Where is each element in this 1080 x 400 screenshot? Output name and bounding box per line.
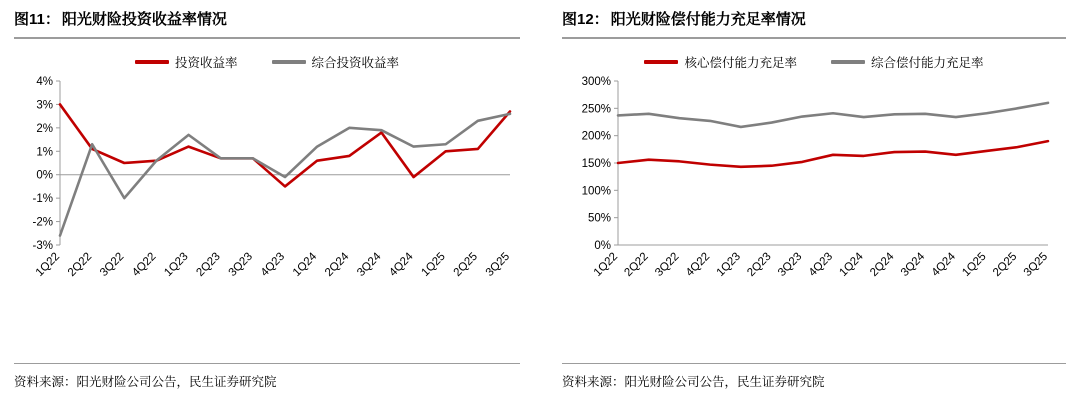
svg-text:1Q23: 1Q23 [714,250,743,280]
svg-text:2%: 2% [36,122,53,135]
svg-text:3Q22: 3Q22 [98,250,127,280]
fig11-legend-item-1 [272,53,400,71]
fig12-title [562,8,1066,39]
svg-text:0%: 0% [36,169,53,182]
svg-text:3Q24: 3Q24 [355,250,384,280]
svg-text:4Q22: 4Q22 [130,250,159,280]
fig12-legend [562,53,1066,71]
svg-text:-2%: -2% [32,216,53,229]
fig11-legend-label-0: 投资收益率 [174,56,238,70]
svg-text:4Q22: 4Q22 [683,250,713,280]
svg-text:4%: 4% [36,76,53,88]
svg-text:2Q25: 2Q25 [451,250,480,280]
svg-text:300%: 300% [581,76,611,88]
fig12-title-tag: 图12： [562,11,609,28]
fig11-plot [14,73,520,323]
fig11-legend-label-1: 综合投资收益率 [311,56,400,70]
svg-text:4Q23: 4Q23 [806,250,836,280]
chart-panel-fig12 [540,0,1080,400]
svg-text:250%: 250% [581,103,611,116]
fig11-title-text: 阳光财险投资收益率情况 [61,11,227,28]
svg-text:0%: 0% [594,240,611,252]
fig12-plot [562,73,1066,323]
svg-text:1%: 1% [36,146,53,159]
svg-text:3Q23: 3Q23 [226,250,255,280]
fig11-legend-item-0 [135,53,238,71]
svg-text:3Q22: 3Q22 [653,250,682,280]
svg-text:4Q23: 4Q23 [258,250,288,280]
fig12-legend-label-0: 核心偿付能力充足率 [684,56,797,70]
svg-text:-1%: -1% [32,193,53,206]
fig12-legend-swatch-1 [831,60,865,64]
svg-text:3%: 3% [36,99,53,112]
svg-text:3Q24: 3Q24 [898,250,928,280]
svg-text:100%: 100% [581,185,611,198]
svg-text:2Q24: 2Q24 [323,250,352,280]
svg-text:3Q23: 3Q23 [776,250,805,280]
svg-text:150%: 150% [581,158,611,170]
svg-text:50%: 50% [587,212,611,225]
fig12-legend-item-1 [831,53,984,71]
fig11-legend [14,53,520,71]
fig12-legend-swatch-0 [644,60,678,64]
svg-text:1Q22: 1Q22 [33,250,63,280]
svg-text:1Q24: 1Q24 [290,250,320,280]
svg-text:2Q24: 2Q24 [868,250,897,280]
fig12-legend-item-0 [644,53,797,71]
svg-text:2Q23: 2Q23 [194,250,223,280]
fig11-title [14,8,520,39]
svg-text:-3%: -3% [32,240,53,252]
svg-text:1Q25: 1Q25 [419,250,448,280]
svg-text:3Q25: 3Q25 [483,250,513,280]
svg-text:200%: 200% [581,130,611,143]
svg-text:4Q24: 4Q24 [387,250,416,280]
svg-text:2Q22: 2Q22 [65,250,95,280]
svg-text:4Q24: 4Q24 [929,250,958,280]
fig11-source: 资料来源：阳光财险公司公告，民生证券研究院 [14,363,520,390]
svg-text:3Q25: 3Q25 [1021,250,1051,280]
svg-text:2Q22: 2Q22 [622,250,651,280]
fig11-legend-swatch-0 [135,60,169,64]
fig12-title-text: 阳光财险偿付能力充足率情况 [610,11,806,28]
svg-text:1Q24: 1Q24 [837,250,866,280]
fig12-source: 资料来源：阳光财险公司公告，民生证券研究院 [562,363,1066,390]
svg-text:1Q25: 1Q25 [960,250,989,280]
fig11-legend-swatch-1 [272,60,306,64]
fig11-title-tag: 图11： [14,11,60,28]
svg-text:2Q23: 2Q23 [745,250,774,280]
svg-text:2Q25: 2Q25 [991,250,1020,280]
fig12-legend-label-1: 综合偿付能力充足率 [871,56,984,70]
svg-text:1Q23: 1Q23 [162,250,191,280]
svg-text:1Q22: 1Q22 [591,250,621,280]
